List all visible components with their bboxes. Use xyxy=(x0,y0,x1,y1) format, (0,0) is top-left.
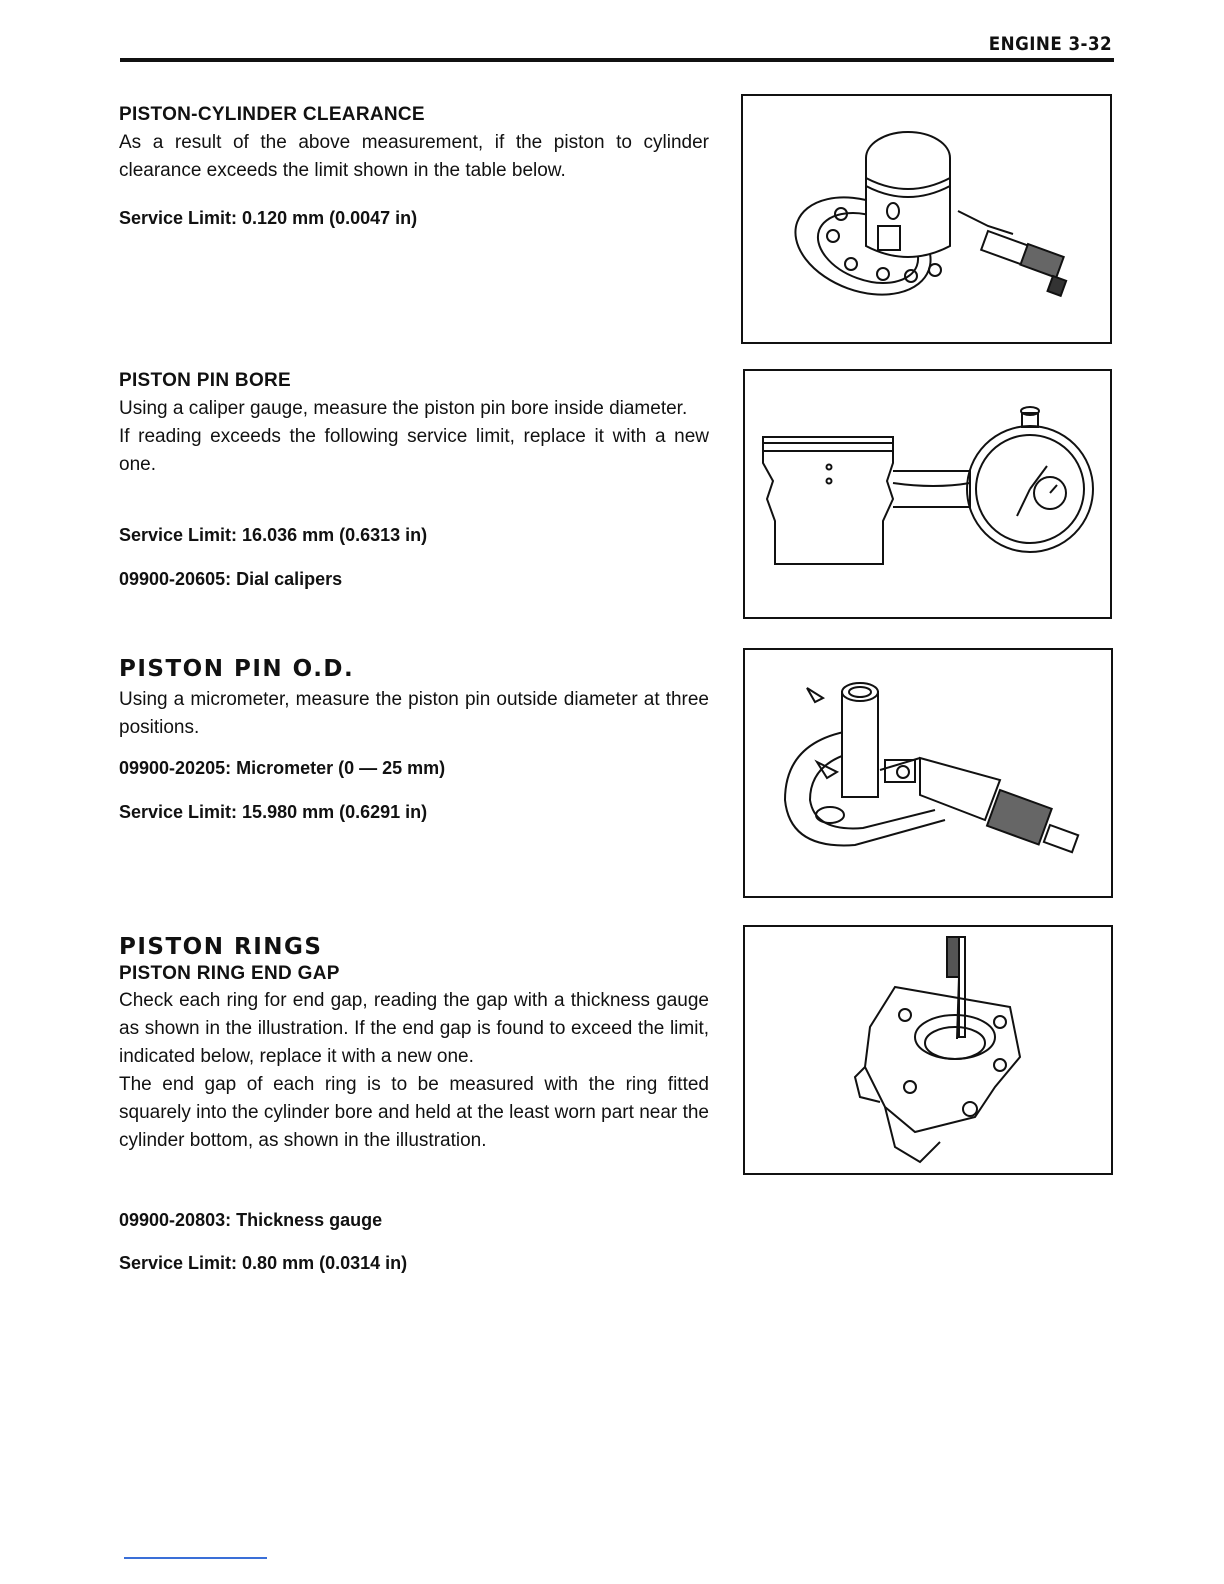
section-heading: PISTON PIN O.D. xyxy=(119,656,355,682)
section-piston-cylinder-clearance xyxy=(119,104,709,185)
footer-rule xyxy=(124,1557,267,1559)
page-header xyxy=(120,30,1114,62)
service-limit-pin-od: Service Limit: 15.980 mm (0.6291 in) xyxy=(119,802,428,822)
tool-micrometer: 09900-20205: Micrometer (0 — 25 mm) xyxy=(119,758,446,778)
figure-dial-caliper xyxy=(743,369,1112,619)
section-piston-pin-bore xyxy=(119,370,709,479)
page-header-title: ENGINE 3-32 xyxy=(988,33,1112,55)
thickness-gauge-icon xyxy=(745,927,1111,1173)
section-body: Check each ring for end gap, reading the gap with a thickness gauge as shown in the illustration. If the end gap is found to exceed the limit, indicated below, replace it with a new one. xyxy=(119,990,709,1067)
section-body: If reading exceeds the following service limit, replace it with a new one. xyxy=(119,426,709,475)
section-body: Using a micrometer, measure the piston pin outside diameter at three positions. xyxy=(119,689,709,738)
section-heading: PISTON RINGS xyxy=(119,934,323,960)
piston-micrometer-icon xyxy=(743,96,1110,342)
section-body: As a result of the above measurement, if the piston to cylinder clearance exceeds the limit shown in the table below. xyxy=(119,132,709,181)
section-piston-rings xyxy=(119,932,709,1155)
section-subheading: PISTON RING END GAP xyxy=(119,963,340,984)
service-limit-ring-end-gap: Service Limit: 0.80 mm (0.0314 in) xyxy=(119,1253,408,1273)
section-body: The end gap of each ring is to be measured with the ring fitted squarely into the cylinder bore and held at the least worn part near the cylinder bottom, as shown in the illustration. xyxy=(119,1074,709,1151)
tool-dial-calipers: 09900-20605: Dial calipers xyxy=(119,569,343,589)
service-limit-clearance: Service Limit: 0.120 mm (0.0047 in) xyxy=(119,208,418,228)
figure-pin-micrometer xyxy=(743,648,1113,898)
section-heading: PISTON-CYLINDER CLEARANCE xyxy=(119,104,425,125)
figure-thickness-gauge xyxy=(743,925,1113,1175)
section-body: Using a caliper gauge, measure the piston pin bore inside diameter. xyxy=(119,398,688,419)
tool-thickness-gauge: 09900-20803: Thickness gauge xyxy=(119,1210,383,1230)
dial-caliper-icon xyxy=(745,371,1110,617)
figure-piston-micrometer xyxy=(741,94,1112,344)
section-piston-pin-od xyxy=(119,654,709,742)
section-heading: PISTON PIN BORE xyxy=(119,370,292,391)
pin-micrometer-icon xyxy=(745,650,1111,896)
service-limit-pin-bore: Service Limit: 16.036 mm (0.6313 in) xyxy=(119,525,428,545)
